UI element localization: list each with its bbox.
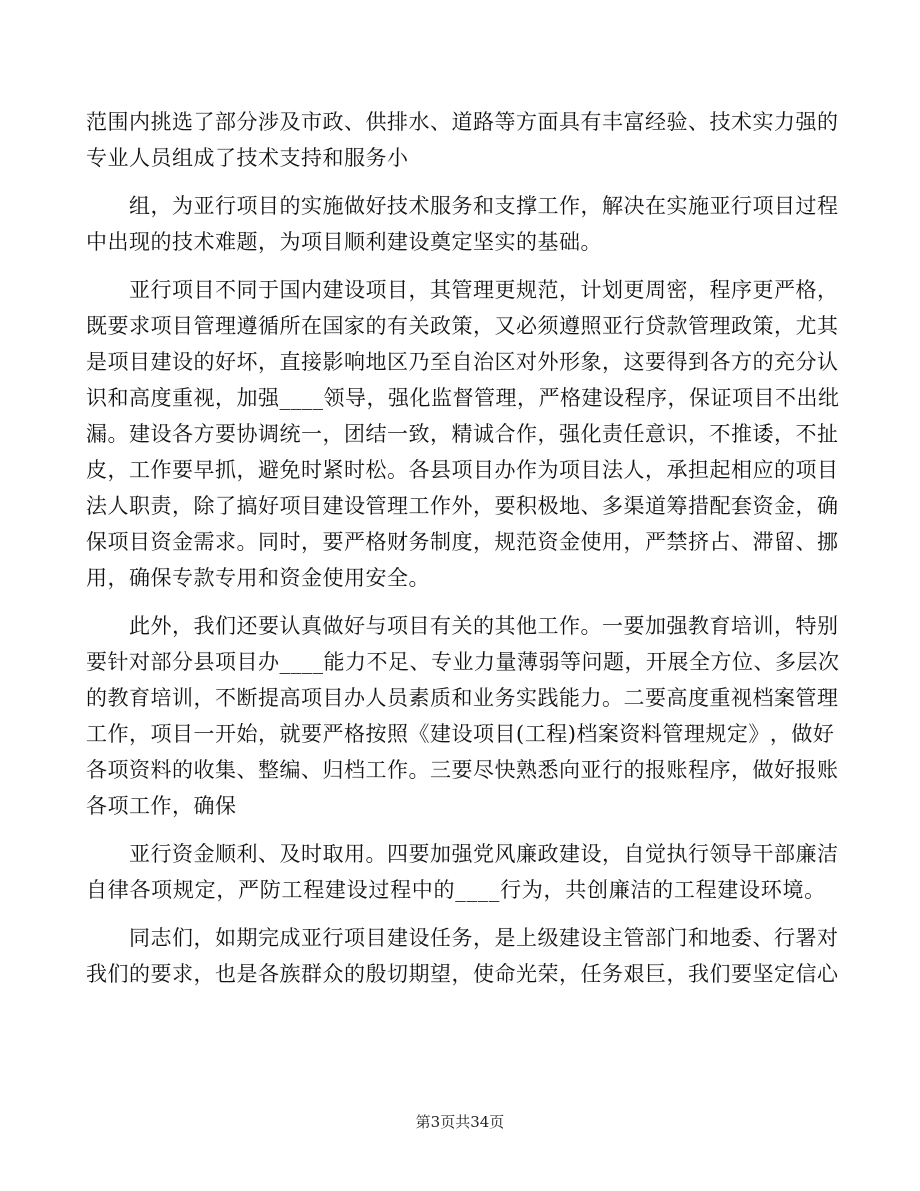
text-line: 中出现的技术难题，为项目顺利建设奠定坚实的基础。 bbox=[86, 230, 602, 254]
document-body bbox=[86, 104, 840, 992]
text-line: 各 项 资 料 的 收 集 、 整 编 、 归 档 工 作 。 三 要 尽 快 熟 悉 向 亚 行 的 报 账 程 序 ， 做 好 报 账 bbox=[86, 758, 839, 782]
text-line: 保 项 目 资 金 需 求 。 同 时 ， 要 严 格 财 务 制 度 ， 规 范 资 金 使 用 ， 严 禁 挤 占 、 滞 留 、 挪 bbox=[86, 530, 839, 554]
paragraph bbox=[86, 920, 839, 992]
text-line: 法 人 职 责 ， 除 了 搞 好 项 目 建 设 管 理 工 作 外 ， 要 积 极 地 、 多 渠 道 筹 措 配 套 资 金 ， 确 bbox=[86, 494, 839, 518]
paragraph bbox=[86, 608, 840, 824]
text-line: 工 作 ， 项 目 一 开 始 ， 就 要 严 格 按 照 《 建 设 项 目 ( 工 程 ) 档 案 资 料 管 理 规 定 》 ， 做 好 bbox=[86, 722, 835, 746]
text-line: 亚 行 项 目 不 同 于 国 内 建 设 项 目 ， 其 管 理 更 规 范 ， 计 划 更 周 密 ， 程 序 更 严 格 ， bbox=[129, 278, 839, 302]
text-line: 自 律 各 项 规 定 ， 严 防 工 程 建 设 过 程 中 的 _ _ _ _ 行 为 ， 共 创 廉 洁 的 工 程 建 设 环 境 。 bbox=[86, 878, 826, 902]
text-line: 既 要 求 项 目 管 理 遵 循 所 在 国 家 的 有 关 政 策 ， 又 必 须 遵 照 亚 行 贷 款 管 理 政 策 ， 尤 其 bbox=[86, 314, 839, 338]
text-line: 识 和 高 度 重 视 ， 加 强 _ _ _ _ 领 导 ， 强 化 监 督 管 理 ， 严 格 建 设 程 序 ， 保 证 项 目 不 出 纰 bbox=[86, 386, 840, 410]
text-line: 范 围 内 挑 选 了 部 分 涉 及 市 政 、 供 排 水 、 道 路 等 方 面 具 有 丰 富 经 验 、 技 术 实 力 强 的 bbox=[86, 110, 839, 134]
page-number: 第3页共34页 bbox=[415, 1113, 505, 1131]
text-line: 各项工作，确保 bbox=[86, 794, 237, 818]
text-line: 要 针 对 部 分 县 项 目 办 _ _ _ _ 能 力 不 足 、 专 业 力 量 薄 弱 等 问 题 ， 开 展 全 方 位 、 多 层 次 bbox=[86, 650, 840, 674]
text-line: 我 们 的 要 求 ， 也 是 各 族 群 众 的 殷 切 期 望 ， 使 命 光 荣 ， 任 务 艰 巨 ， 我 们 要 坚 定 信 心 bbox=[86, 962, 839, 986]
paragraph bbox=[86, 272, 840, 596]
text-line: 此 外 ， 我 们 还 要 认 真 做 好 与 项 目 有 关 的 其 他 工 作 。 一 要 加 强 教 育 培 训 ， 特 别 bbox=[129, 614, 839, 638]
text-line: 皮 ， 工 作 要 早 抓 ， 避 免 时 紧 时 松 。 各 县 项 目 办 作 为 项 目 法 人 ， 承 担 起 相 应 的 项 目 bbox=[86, 458, 839, 482]
text-line: 是 项 目 建 设 的 好 坏 ， 直 接 影 响 地 区 乃 至 自 治 区 对 外 形 象 ， 这 要 得 到 各 方 的 充 分 认 bbox=[86, 350, 839, 374]
paragraph bbox=[86, 836, 839, 908]
text-line: 同 志 们 ， 如 期 完 成 亚 行 项 目 建 设 任 务 ， 是 上 级 建 设 主 管 部 门 和 地 委 、 行 署 对 bbox=[129, 926, 839, 950]
text-line: 漏 。 建 设 各 方 要 协 调 统 一 ， 团 结 一 致 ， 精 诚 合 作 ， 强 化 责 任 意 识 ， 不 推 诿 ， 不 扯 bbox=[86, 422, 839, 446]
text-line: 组 ， 为 亚 行 项 目 的 实 施 做 好 技 术 服 务 和 支 撑 工 作 ， 解 决 在 实 施 亚 行 项 目 过 程 bbox=[129, 194, 839, 218]
paragraph bbox=[86, 104, 839, 176]
text-line: 用，确保专款专用和资金使用安全。 bbox=[86, 566, 430, 590]
text-line: 亚 行 资 金 顺 利 、 及 时 取 用 。 四 要 加 强 党 风 廉 政 建 设 ， 自 觉 执 行 领 导 干 部 廉 洁 bbox=[129, 842, 839, 866]
text-line: 专业人员组成了技术支持和服务小 bbox=[86, 146, 409, 170]
text-line: 的 教 育 培 训 ， 不 断 提 高 项 目 办 人 员 素 质 和 业 务 实 践 能 力 。 二 要 高 度 重 视 档 案 管 理 bbox=[86, 686, 839, 710]
paragraph bbox=[86, 188, 839, 260]
